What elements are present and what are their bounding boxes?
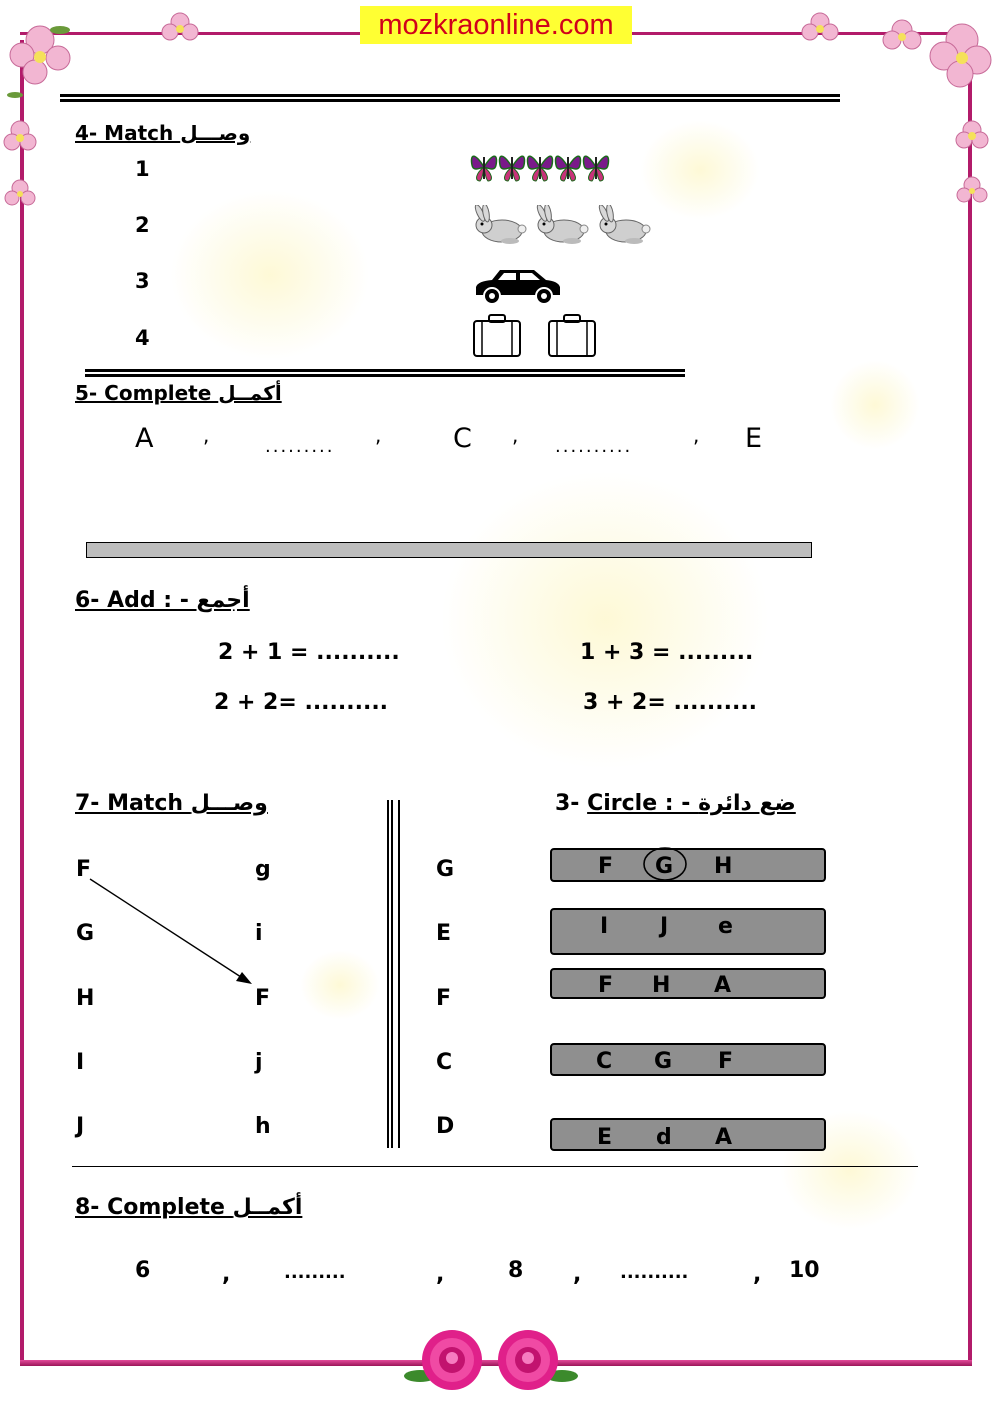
top-divider [60,94,840,102]
match-mid-letter: g [255,857,271,882]
match-mid-letter: h [255,1114,271,1139]
blank-dots[interactable]: .......... [555,436,633,457]
match-right-letter: F [436,986,452,1011]
circle-letter[interactable]: A [714,973,732,998]
seq-comma: , [573,1262,582,1287]
letter-seq-a: A [135,423,154,454]
match-mid-letter: i [255,921,263,946]
background-rose [830,360,920,450]
circle-row [550,968,826,999]
seq-comma: , [753,1262,762,1287]
car-icon [472,265,564,307]
circle-letter[interactable]: J [660,914,669,939]
addition-equation: 2 + 2= .......... [214,690,389,715]
match-number-3: 3 [135,269,150,293]
flower-decoration-icon [862,0,992,210]
circle-row [550,1118,826,1151]
circle-letter[interactable]: F [718,1049,734,1074]
flower-decoration-icon [150,2,210,52]
suitcase-icon [474,315,520,356]
background-rose [170,190,370,360]
butterfly-group [470,145,620,185]
match-right-letter: D [436,1114,455,1139]
circle-letter[interactable]: d [656,1125,672,1150]
circle-row [550,908,826,955]
match-number-1: 1 [135,157,150,181]
butterfly-icon [500,156,525,181]
column-divider [387,800,400,1148]
circle-letter[interactable]: F [598,973,614,998]
section-5-title: 5- Complete أكمــل [75,381,282,405]
gray-divider-bar [86,542,812,558]
example-match-arrow [86,875,261,990]
seq-comma: , [436,1262,445,1287]
match-number-2: 2 [135,213,150,237]
section-6-title: 6- Add : - أجمع [75,588,250,613]
suitcase-group [470,313,602,359]
number-seq-item: 6 [135,1258,151,1283]
butterfly-icon [528,156,553,181]
match-left-letter: H [76,986,95,1011]
page-frame-left [20,40,24,1365]
rose-decoration-icon [400,1326,582,1396]
butterfly-icon [556,156,581,181]
match-left-letter: I [76,1050,85,1075]
letter-seq-e: E [745,423,763,454]
circle-letter[interactable]: H [714,854,733,879]
blank-dots[interactable]: ......... [284,1262,346,1283]
section-3-title: Circle : - ضع دائرة [587,791,796,816]
site-banner: mozkraonline.com [360,6,632,44]
match-right-letter: E [436,921,452,946]
rabbit-icon [597,205,650,244]
circle-row [550,848,826,882]
butterfly-icon [472,156,497,181]
addition-equation: 2 + 1 = .......... [218,640,400,665]
rabbit-group [470,205,660,250]
example-circle-mark [642,846,688,882]
flower-decoration-icon [0,0,90,210]
butterfly-icon [584,156,609,181]
circle-letter[interactable]: A [715,1125,733,1150]
number-seq-item: 8 [508,1258,524,1283]
circle-letter[interactable]: F [598,854,614,879]
background-rose [440,470,770,770]
letter-seq-c: C [453,423,472,454]
blank-dots[interactable]: .......... [620,1262,689,1283]
section-7-title: 7- Match وصـــل [75,791,268,816]
match-left-letter: F [76,857,92,882]
match-right-letter: C [436,1050,453,1075]
seq-comma: , [203,423,210,447]
circle-letter[interactable]: H [652,973,671,998]
seq-comma: , [693,423,700,447]
rabbit-icon [535,205,588,244]
suitcase-icon [549,315,595,356]
circle-letter[interactable]: G [654,1049,673,1074]
addition-equation: 1 + 3 = ......... [580,640,754,665]
blank-dots[interactable]: ......... [265,436,335,457]
number-seq-item: 10 [789,1258,820,1283]
circle-letter[interactable]: E [597,1125,613,1150]
match-right-letter: G [436,857,455,882]
background-rose [300,950,380,1020]
seq-comma: , [222,1262,231,1287]
section-3-number: 3- [555,791,588,816]
match-mid-letter: F [255,986,271,1011]
section-divider [72,1166,918,1167]
circle-letter[interactable]: e [718,914,733,939]
section-3-heading [555,791,796,816]
match-mid-letter: j [255,1050,263,1075]
page-frame-right [968,40,972,1365]
section-8-title: 8- Complete أكمــل [75,1195,303,1220]
match-left-letter: J [76,1114,85,1139]
circle-letter[interactable]: G [655,854,674,879]
rabbit-icon [473,205,526,244]
flower-decoration-icon [790,2,850,52]
addition-equation: 3 + 2= .......... [583,690,758,715]
circle-letter[interactable]: C [596,1049,613,1074]
match-number-4: 4 [135,326,150,350]
seq-comma: , [375,423,382,447]
seq-comma: , [512,423,519,447]
circle-row [550,1043,826,1076]
section-4-title: 4- Match وصـــل [75,121,251,145]
section-divider [85,369,685,377]
circle-letter[interactable]: I [600,914,609,939]
match-left-letter: G [76,921,95,946]
